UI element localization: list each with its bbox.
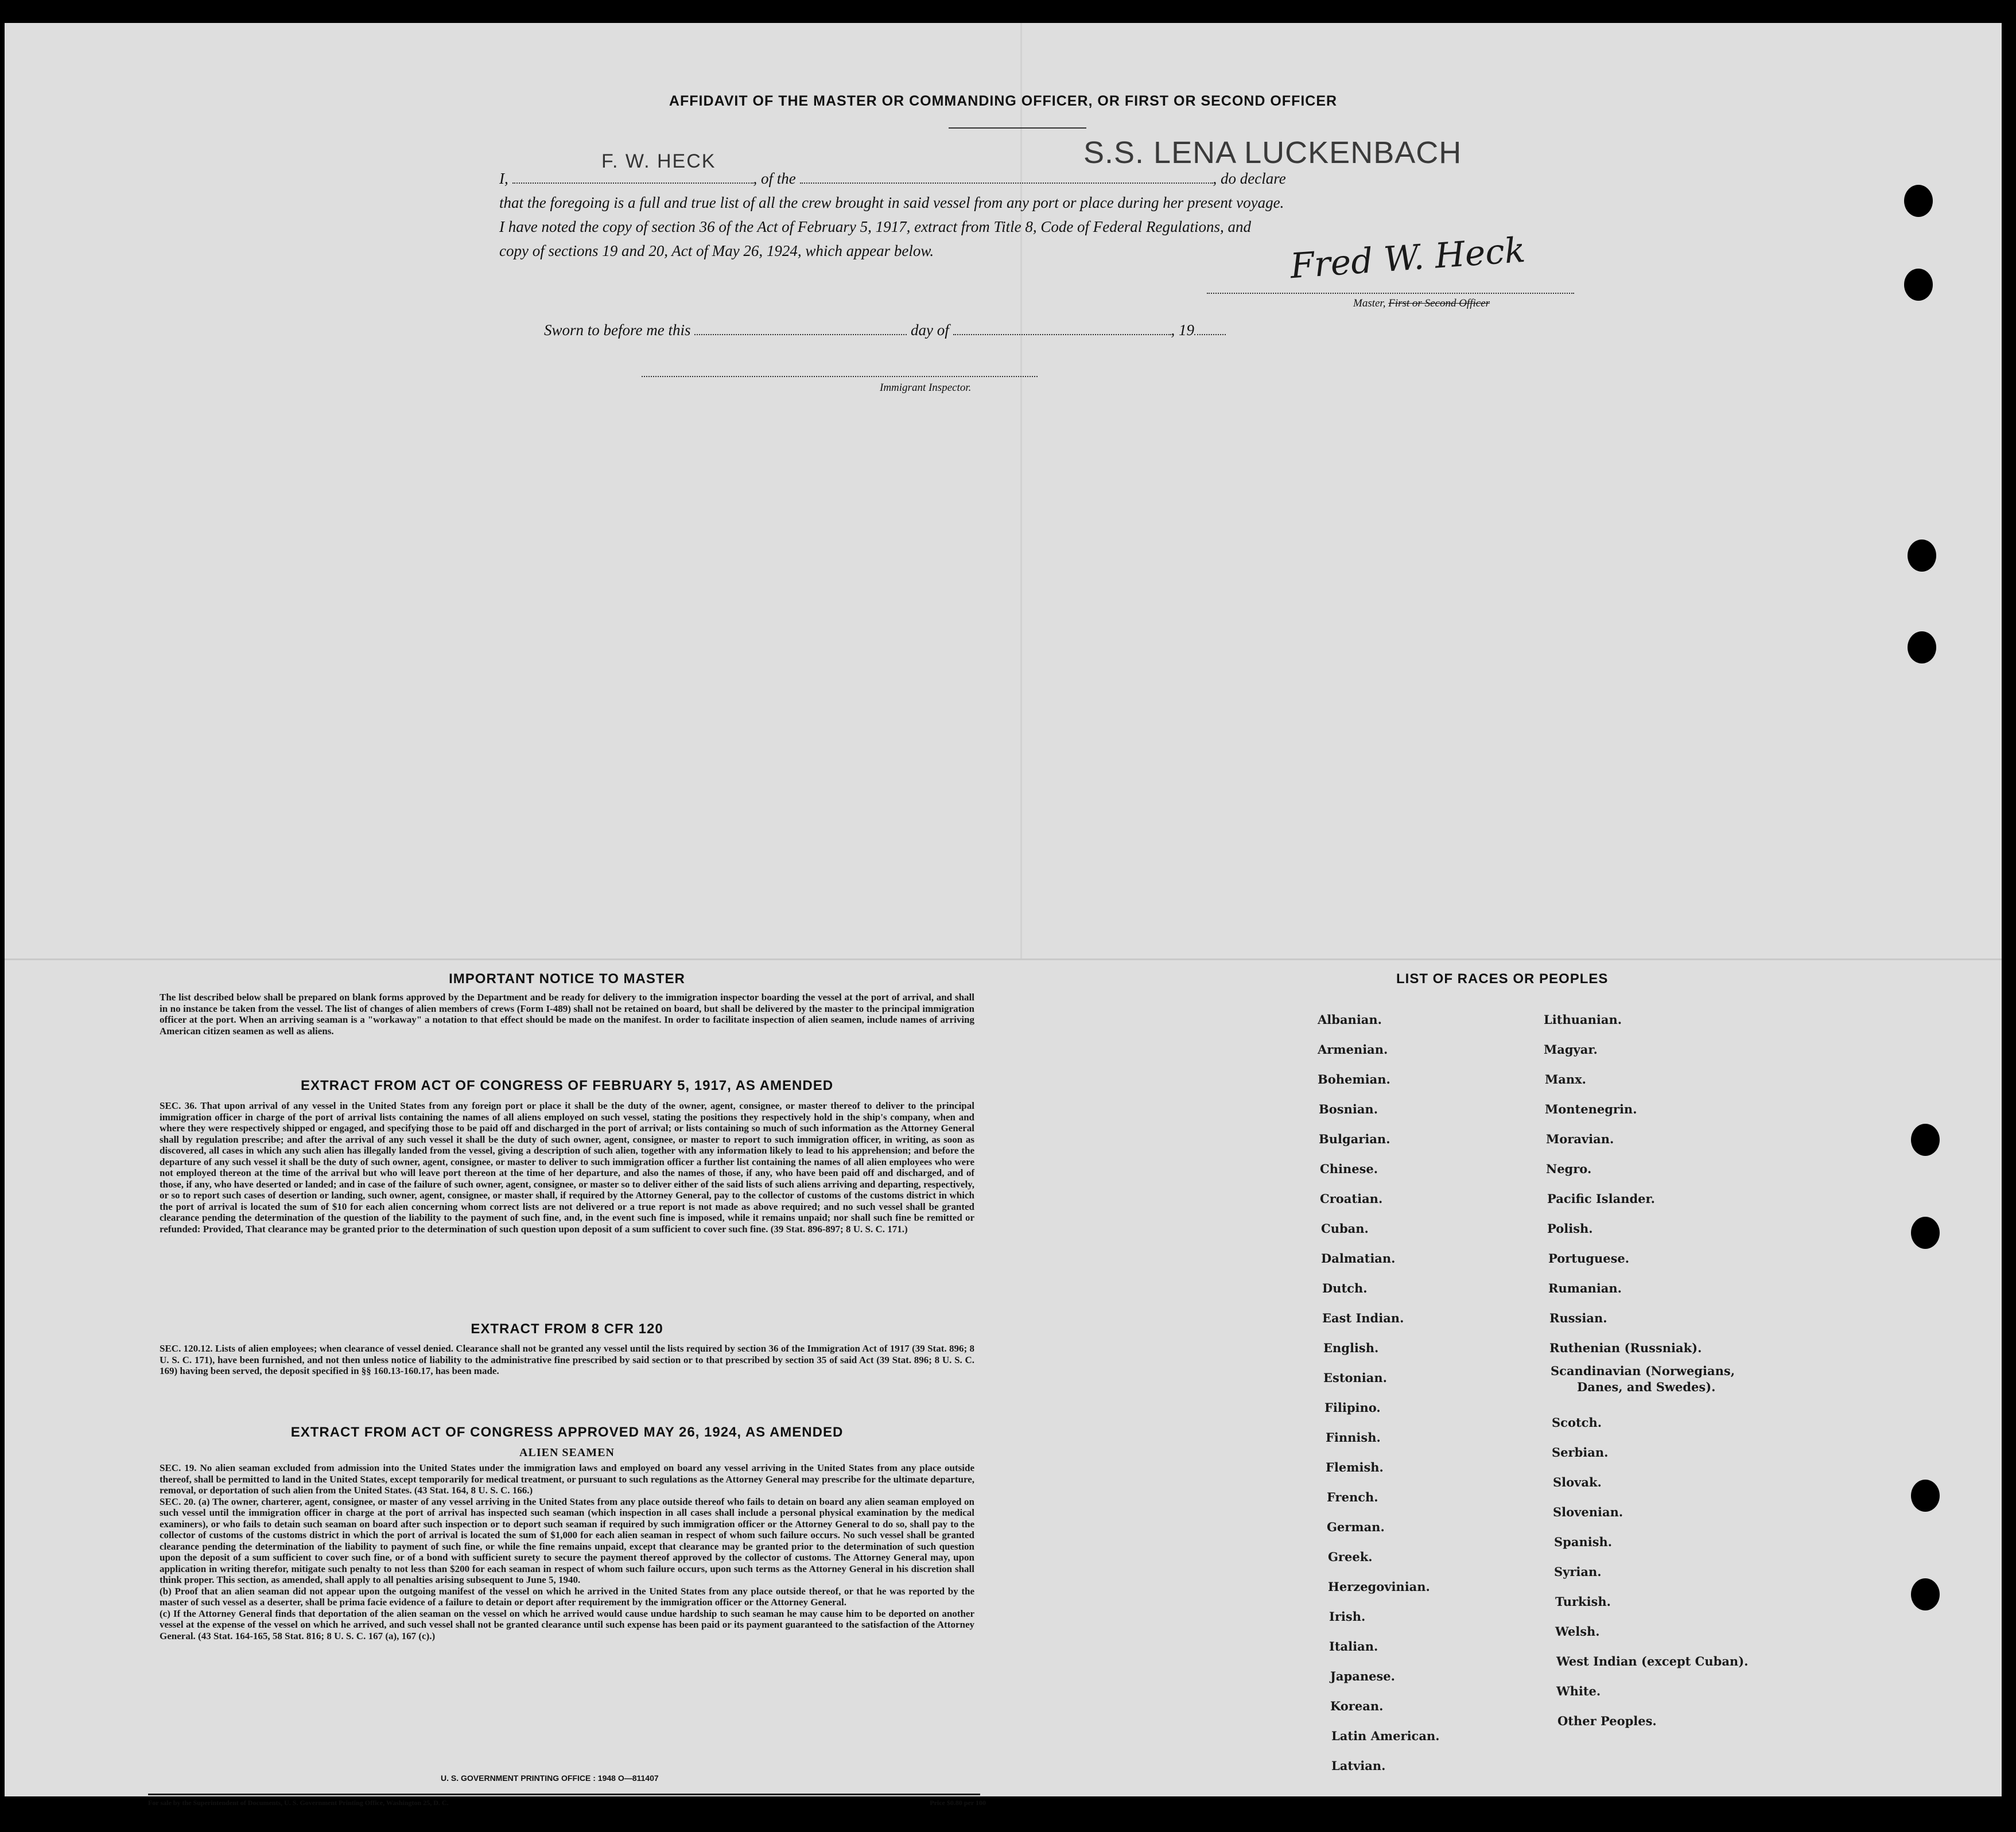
race-left: East Indian. <box>1322 1311 1404 1325</box>
race-right: Scandinavian (Norwegians, <box>1551 1364 1735 1378</box>
race-right: Magyar. <box>1544 1042 1598 1057</box>
vessel-name-stamp: S.S. LENA LUCKENBACH <box>1083 135 1462 170</box>
declaration-line-3: I have noted the copy of section 36 of the Act of February 5, 1917, extract from Title 8, Code of Federal Regulations, and <box>499 218 1252 235</box>
race-right: Portuguese. <box>1548 1251 1630 1266</box>
punch-hole-icon <box>1911 1217 1940 1249</box>
punch-hole-icon <box>1911 1124 1940 1156</box>
alien-seamen-subtitle: ALIEN SEAMEN <box>519 1446 615 1459</box>
race-right: Ruthenian (Russniak). <box>1549 1341 1702 1355</box>
day-of-label: day of <box>911 321 949 339</box>
signature-label <box>1353 297 1490 310</box>
do-declare-label: , do declare <box>1213 170 1286 187</box>
race-left: Flemish. <box>1326 1460 1384 1474</box>
sec-19-text: SEC. 19. No alien seaman excluded from admission into the United States under the immigration laws and employed on board any vessel arriving in the United States from any place outside thereof, shall be permitted to land in the United States, except temporarily for medical treatment, or pursuant to such regulations as the Attorney General may prescribe for the ultimate departure, removal, or deportation of such alien from the United States. (43 Stat. 164, 8 U. S. C. 166.) <box>160 1462 974 1496</box>
race-left: Italian. <box>1329 1639 1378 1654</box>
sale-note: For sale by the Superintendent of Documents, U. S. Government Printing Office, Washington 25, D. C. <box>148 1799 449 1807</box>
race-left: Albanian. <box>1318 1012 1382 1027</box>
extract-cfr-text: SEC. 120.12. Lists of alien employees; when clearance of vessel denied. Clearance shall not be granted any vessel until the lists required by section 36 of the Immigration Act of 1917 (39 Stat. 896; 8 U. S. C. 171), have been furnished, and not then unless notice of liability to the administrative fine prescribed by said section or to that prescribed by section 35 of said Act (39 Stat. 896; 8 U. S. C. 169) having been served, the deposit specified in §§ 160.13-160.17, has been made. <box>160 1343 974 1376</box>
vertical-fold-crease <box>1020 23 1022 958</box>
race-left: French. <box>1327 1490 1378 1504</box>
inspector-signature-line[interactable] <box>642 376 1038 377</box>
race-left: Cuban. <box>1321 1221 1369 1236</box>
struck-officer-label: First or Second Officer <box>1388 297 1490 309</box>
notice-title: IMPORTANT NOTICE TO MASTER <box>449 971 685 987</box>
race-left: Herzegovinian. <box>1328 1579 1430 1594</box>
year-prefix: , 19 <box>1171 321 1194 339</box>
race-left: English. <box>1323 1341 1379 1355</box>
race-right: Moravian. <box>1546 1132 1614 1146</box>
race-left: Latin American. <box>1331 1729 1440 1743</box>
race-left: Chinese. <box>1320 1162 1378 1176</box>
race-right: Serbian. <box>1552 1445 1609 1460</box>
extract-1924-title: EXTRACT FROM ACT OF CONGRESS APPROVED MAY 26, 1924, AS AMENDED <box>290 1425 844 1440</box>
extract-cfr-title: EXTRACT FROM 8 CFR 120 <box>471 1321 663 1337</box>
race-right: West Indian (except Cuban). <box>1556 1654 1749 1668</box>
race-left: Bohemian. <box>1318 1072 1390 1086</box>
declaration-line-2: that the foregoing is a full and true list of all the crew brought in said vessel from any port or place during her present voyage. <box>499 194 1284 211</box>
race-left: Filipino. <box>1324 1400 1381 1415</box>
fold-crease <box>5 958 2002 960</box>
race-right: Rumanian. <box>1548 1281 1622 1295</box>
inspector-label: Immigrant Inspector. <box>880 382 972 394</box>
race-right: Other Peoples. <box>1557 1714 1657 1728</box>
race-left: Dalmatian. <box>1321 1251 1396 1266</box>
race-left: Finnish. <box>1326 1430 1381 1445</box>
punch-hole-icon <box>1908 631 1936 663</box>
punch-hole-icon <box>1911 1480 1940 1512</box>
race-right: Scotch. <box>1552 1415 1602 1430</box>
race-right: White. <box>1556 1684 1601 1698</box>
punch-hole-icon <box>1904 269 1933 301</box>
race-right: Russian. <box>1549 1311 1607 1325</box>
sale-note-row <box>148 1799 986 1807</box>
race-left: Croatian. <box>1320 1191 1383 1206</box>
race-left: German. <box>1327 1520 1385 1534</box>
sworn-month-blank[interactable] <box>953 321 1171 335</box>
document-page <box>5 23 2002 1807</box>
race-right: Negro. <box>1546 1162 1592 1176</box>
punch-hole-icon <box>1904 185 1933 217</box>
race-left: Dutch. <box>1322 1281 1368 1295</box>
bottom-rule <box>148 1794 980 1795</box>
sec-20c-text: (c) If the Attorney General finds that deportation of the alien seaman on the vessel on which he arrived would cause undue hardship to such seaman he may cause him to be deported on another vessel at the expense of the vessel on which he arrived, and such vessel shall not be granted clearance until such expense has been paid or its payment guaranteed to the satisfaction of the Attorney General. (43 Stat. 164-165, 58 Stat. 816; 8 U. S. C. 167 (a), 167 (c).) <box>160 1608 974 1641</box>
race-right: Montenegrin. <box>1545 1102 1637 1116</box>
punch-hole-icon <box>1908 539 1936 572</box>
master-signature: Fred W. Heck <box>1289 230 1527 287</box>
sworn-day-blank[interactable] <box>694 321 907 335</box>
race-left: Estonian. <box>1323 1371 1387 1385</box>
declaration-line-4: copy of sections 19 and 20, Act of May 26, 1924, which appear below. <box>499 242 934 259</box>
signature-line <box>1207 293 1574 294</box>
printing-office-imprint: U. S. GOVERNMENT PRINTING OFFICE : 1948 O—811407 <box>441 1773 659 1783</box>
race-right: Manx. <box>1545 1072 1586 1086</box>
extract-1917-title: EXTRACT FROM ACT OF CONGRESS OF FEBRUARY 5, 1917, AS AMENDED <box>300 1078 834 1093</box>
race-right: Lithuanian. <box>1544 1012 1622 1027</box>
punch-hole-icon <box>1911 1578 1940 1610</box>
races-title: LIST OF RACES OR PEOPLES <box>1396 971 1609 987</box>
race-right: Polish. <box>1547 1221 1593 1236</box>
race-left: Bosnian. <box>1319 1102 1378 1116</box>
race-right: Slovenian. <box>1553 1505 1623 1519</box>
sworn-label: Sworn to before me this <box>544 321 691 339</box>
race-left: Bulgarian. <box>1319 1132 1390 1146</box>
race-right: Slovak. <box>1553 1475 1602 1489</box>
race-right: Turkish. <box>1555 1594 1611 1609</box>
race-right: Syrian. <box>1554 1565 1602 1579</box>
extract-1924-text <box>160 1462 974 1641</box>
sec-20b-text: (b) Proof that an alien seaman did not appear upon the outgoing manifest of the vessel on which he arrived in the United States from any place outside thereof, or that he was reported by the master of such vessel as a deserter, shall be prima facie evidence of a failure to detain or deport after requirement by the immigration officer or the Attorney General. <box>160 1585 974 1608</box>
race-left: Korean. <box>1330 1699 1384 1713</box>
sworn-line <box>544 321 1226 339</box>
of-the-label: , of the <box>753 170 796 187</box>
race-left: Latvian. <box>1331 1759 1386 1773</box>
race-right: Pacific Islander. <box>1547 1191 1655 1206</box>
title-divider <box>949 127 1086 129</box>
vessel-blank[interactable] <box>800 170 1213 184</box>
race-left: Greek. <box>1328 1550 1373 1564</box>
i-label: I, <box>499 170 508 187</box>
race-right: Danes, and Swedes). <box>1577 1380 1716 1394</box>
race-left: Irish. <box>1329 1609 1366 1624</box>
sec-20a-text: SEC. 20. (a) The owner, charterer, agent, consignee, or master of any vessel arriving in the United States from any place outside thereof who fails to detain on board any alien seaman employed on such vessel until the immigration officer in charge at the port of arrival has inspected such seaman (which inspection in all cases shall include a personal physical examination by the medical examiners), or who fails to detain such seaman on board after such inspection or to deport such seaman if required by such immigration officer or the Attorney General to do so, shall pay to the collector of customs of the customs district in which the port of arrival is located the sum of $1,000 for each alien seaman in respect of whom such failure occurs. No such vessel shall be granted clearance pending the determination of the liability to payment of such fine, or while the fine remains unpaid, except that clearance may be granted prior to the determination of such question upon the deposit of a sum sufficient to cover such fine, or of a bond with sufficient surety to secure the payment thereof approved by the collector of customs. The Attorney General may, upon application in writing therefor, mitigate such penalty to not less than $200 for each seaman in respect of whom such failure occurs, upon such terms as the Attorney General in his discretion shall think proper. This section, as amended, shall apply to all penalties arising subsequent to June 5, 1940. <box>160 1496 974 1585</box>
officer-name-value: F. W. HECK <box>601 150 716 172</box>
race-left: Armenian. <box>1318 1042 1388 1057</box>
race-right: Spanish. <box>1554 1535 1613 1549</box>
sworn-year-blank[interactable] <box>1194 321 1226 335</box>
master-label: Master, <box>1353 297 1386 309</box>
race-right: Welsh. <box>1555 1624 1600 1639</box>
notice-text: The list described below shall be prepared on blank forms approved by the Department and be ready for delivery to the immigration inspector boarding the vessel at the port of arrival, and shall in no instance be taken from the vessel. The list of changes of alien members of crews (Form I-489) shall not be retained on board, but shall be delivered by the master to the principal immigration officer at the port. When an arriving seaman is a "workaway" a notation to that effect should be made on the manifest. In order to facilitate inspection of alien seamen, include names of arriving American citizen seamen as well as aliens. <box>160 992 974 1037</box>
price-note: Price $0.80 per 100 <box>930 1799 986 1807</box>
affidavit-title: AFFIDAVIT OF THE MASTER OR COMMANDING OFFICER, OR FIRST OR SECOND OFFICER <box>669 93 1338 109</box>
race-left: Japanese. <box>1330 1669 1395 1683</box>
extract-1917-text: SEC. 36. That upon arrival of any vessel in the United States from any foreign port or place it shall be the duty of the owner, agent, consignee, or master thereof to deliver to the principal immigration officer in charge of the port of arrival lists containing the names of all aliens employed on such vessel, stating the positions they respectively hold in the ship's company, when and where they were respectively shipped or engaged, and specifying those to be paid off and discharged in the port of arrival; or lists containing so much of such information as the Attorney General shall by regulation prescribe; and after the arrival of any such vessel it shall be the duty of such owner, agent, consignee, or master to report to such immigration officer, in writing, as soon as discovered, all cases in which any such alien has illegally landed from the vessel, giving a description of such alien, together with any information likely to lead to his apprehension; and before the departure of any such vessel it shall be the duty of such owner, agent, consignee, or master to deliver to such immigration officer a further list containing the names of all alien employees who were not employed thereon at the time of the arrival but who will leave port thereon at the time of her departure, and also the names of those, if any, who have been paid off and discharged, and of those, if any, who have deserted or landed; and in case of the failure of such owner, agent, consignee, or master so to deliver either of the said lists of such aliens arriving and departing, respectively, or so to report such cases of desertion or landing, such owner, agent, consignee, or master shall, if required by the Attorney General, pay to the collector of customs of the customs district in which the port of arrival is located the sum of $10 for each alien concerning whom correct lists are not delivered or a true report is not made as above required; and no such vessel shall be granted clearance pending the determination of the question of the liability to the payment of such fine, and, in the event such fine is imposed, while it remains unpaid; nor shall such fine be remitted or refunded: Provided, That clearance may be granted prior to the determination of such question upon deposit of a sum sufficient to cover such fine. (39 Stat. 896-897; 8 U. S. C. 171.) <box>160 1100 974 1235</box>
